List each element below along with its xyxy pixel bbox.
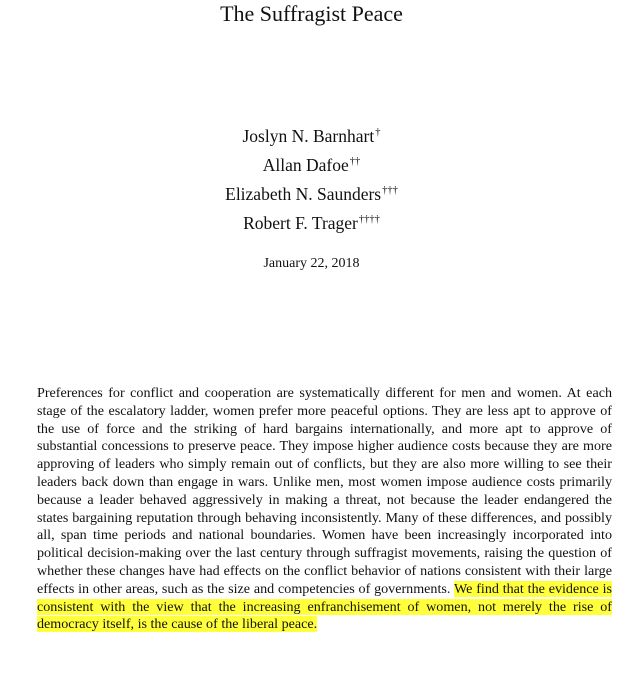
abstract-text: Preferences for conflict and cooperation are systematically different for men and women. At each stage of the escalatory ladder, women prefer more peaceful options. They are less apt to approve of the use of force and the striking of hard bargains internationally, and more apt to approve of substantial concessions to preserve peace. They impose higher audience costs because they are more approving of leaders who simply remain out of conflicts, but they are also more willing to see their leaders back down than engage in wars. Unlike men, most women impose audience costs primarily because a leader behaved aggressively in making a threat, not because the leader endangered the states bargaining reputation through behaving inconsistently. Many of these differences, and possibly all, span time periods and national boundaries. Women have been increasingly incorporated into political decision-making over the last century through suffragist movements, raising the question of whether these changes have had effects on the conflict behavior of nations consistent with their large effects in other areas, such as the size and competencies of governments. <box>37 385 612 597</box>
author-footnote-mark: ††† <box>382 185 398 196</box>
abstract <box>37 385 612 634</box>
author-name: Robert F. Trager <box>243 213 358 233</box>
author-list <box>0 122 623 238</box>
paper-date: January 22, 2018 <box>263 256 360 271</box>
author-name: Joslyn N. Barnhart <box>242 126 375 146</box>
author-name: Elizabeth N. Saunders <box>225 184 382 204</box>
abstract-highlighted-text: We find that the evidence is consistent with the view that the increasing enfranchisement of women, not merely the rise of democracy itself, is the cause of the liberal peace. <box>37 580 612 633</box>
author-footnote-mark: †††† <box>358 214 380 225</box>
author-name: Allan Dafoe <box>262 155 349 175</box>
author-footnote-mark: † <box>375 127 381 138</box>
author-dafoe <box>0 151 623 180</box>
author-footnote-mark: †† <box>349 156 361 167</box>
author-saunders <box>0 180 623 209</box>
author-trager <box>0 209 623 238</box>
author-barnhart <box>0 122 623 151</box>
paper-title: The Suffragist Peace <box>220 1 403 26</box>
